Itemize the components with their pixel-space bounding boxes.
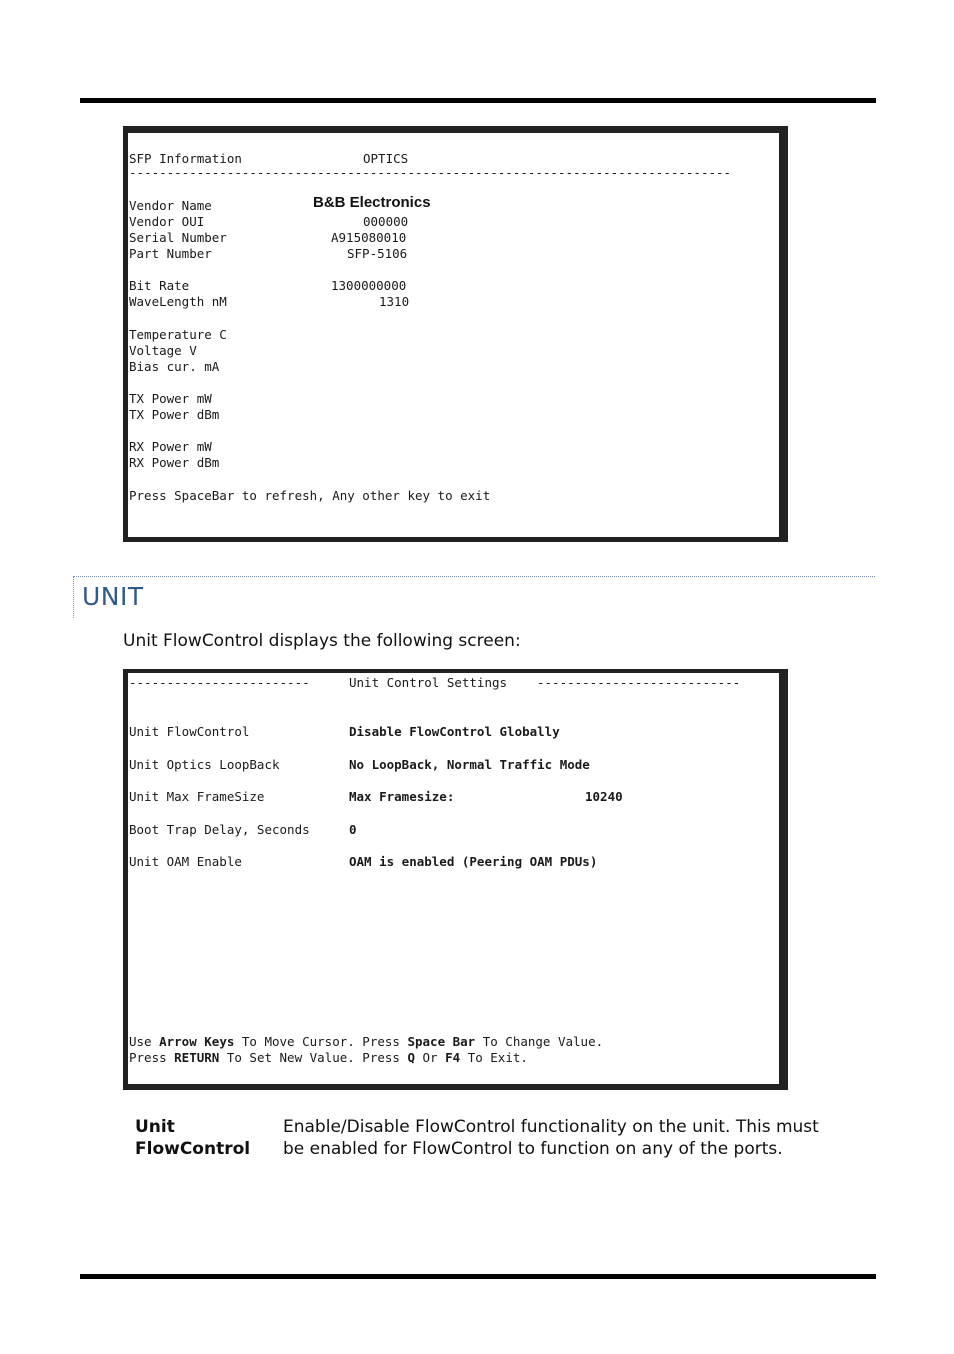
window-frame-right xyxy=(779,669,788,1090)
temperature-label: Temperature C xyxy=(129,327,227,342)
part-number-value: SFP-5106 xyxy=(347,246,408,261)
boot-trap-delay-value[interactable]: 0 xyxy=(349,822,357,837)
help2-q-key: Q xyxy=(407,1050,415,1065)
part-number-label: Part Number xyxy=(129,246,212,261)
window-frame-left xyxy=(123,669,128,1090)
boot-trap-delay-label: Boot Trap Delay, Seconds xyxy=(129,822,310,837)
serial-number-label: Serial Number xyxy=(129,230,227,245)
section-heading-border xyxy=(73,576,875,618)
flowcontrol-label: Unit FlowControl xyxy=(129,724,250,739)
sfp-section: OPTICS xyxy=(363,151,409,166)
help1-arrow-keys: Arrow Keys xyxy=(159,1034,235,1049)
sfp-divider: -------------------------------------------------------------------------------- xyxy=(129,165,732,180)
bottom-rule xyxy=(80,1274,876,1279)
sfp-footer-hint: Press SpaceBar to refresh, Any other key to exit xyxy=(129,488,491,503)
max-framesize-value-label: Max Framesize: xyxy=(349,789,455,804)
help1-text-e: To Change Value. xyxy=(475,1034,604,1049)
header-dashes-left: ------------------------ xyxy=(129,675,310,690)
window-frame-left xyxy=(123,126,128,542)
vendor-oui-value: 000000 xyxy=(363,214,409,229)
rx-power-dbm-label: RX Power dBm xyxy=(129,455,220,470)
header-title: Unit Control Settings xyxy=(349,675,508,690)
oam-enable-label: Unit OAM Enable xyxy=(129,854,242,869)
bit-rate-label: Bit Rate xyxy=(129,278,190,293)
window-frame-bottom xyxy=(123,537,788,542)
help2-f4-key: F4 xyxy=(445,1050,461,1065)
vendor-oui-label: Vendor OUI xyxy=(129,214,205,229)
wavelength-value: 1310 xyxy=(379,294,410,309)
sfp-title: SFP Information xyxy=(129,151,242,166)
section-heading: UNIT xyxy=(82,582,144,611)
serial-number-value: A915080010 xyxy=(331,230,407,245)
help-line-1 xyxy=(129,1034,603,1049)
sfp-info-screenshot xyxy=(123,126,788,542)
max-framesize-value[interactable]: 10240 xyxy=(585,789,623,804)
help1-text-a: Use xyxy=(129,1034,160,1049)
unit-control-screenshot xyxy=(123,669,788,1090)
tx-power-dbm-label: TX Power dBm xyxy=(129,407,220,422)
definition-text: Enable/Disable FlowControl functionality on the unit. This must be enabled for FlowControl to function on any of the ports. xyxy=(283,1117,819,1159)
help2-text-a: Press xyxy=(129,1050,175,1065)
top-rule xyxy=(80,98,876,103)
flowcontrol-value[interactable]: Disable FlowControl Globally xyxy=(349,724,560,739)
vendor-name-label: Vendor Name xyxy=(129,198,212,213)
optics-loopback-label: Unit Optics LoopBack xyxy=(129,757,280,772)
help2-return: RETURN xyxy=(174,1050,220,1065)
definition-term: Unit FlowControl xyxy=(135,1117,251,1159)
help1-text-c: To Move Cursor. Press xyxy=(234,1034,408,1049)
header-dashes-right: --------------------------- xyxy=(537,675,741,690)
wavelength-label: WaveLength nM xyxy=(129,294,227,309)
help1-space-bar: Space Bar xyxy=(407,1034,476,1049)
optics-loopback-value[interactable]: No LoopBack, Normal Traffic Mode xyxy=(349,757,590,772)
window-frame-top xyxy=(123,126,788,133)
help2-text-e: Or xyxy=(415,1050,446,1065)
tx-power-mw-label: TX Power mW xyxy=(129,391,212,406)
max-framesize-label: Unit Max FrameSize xyxy=(129,789,265,804)
window-frame-top xyxy=(123,669,788,673)
vendor-name-value: B&B Electronics xyxy=(313,194,431,211)
oam-enable-value[interactable]: OAM is enabled (Peering OAM PDUs) xyxy=(349,854,598,869)
voltage-label: Voltage V xyxy=(129,343,197,358)
bit-rate-value: 1300000000 xyxy=(331,278,407,293)
intro-paragraph: Unit FlowControl displays the following screen: xyxy=(123,631,521,651)
help-line-2 xyxy=(129,1050,528,1065)
help2-text-c: To Set New Value. Press xyxy=(219,1050,408,1065)
bias-current-label: Bias cur. mA xyxy=(129,359,220,374)
window-frame-bottom xyxy=(123,1084,788,1090)
rx-power-mw-label: RX Power mW xyxy=(129,439,212,454)
help2-text-g: To Exit. xyxy=(460,1050,528,1065)
window-frame-right xyxy=(779,126,788,542)
